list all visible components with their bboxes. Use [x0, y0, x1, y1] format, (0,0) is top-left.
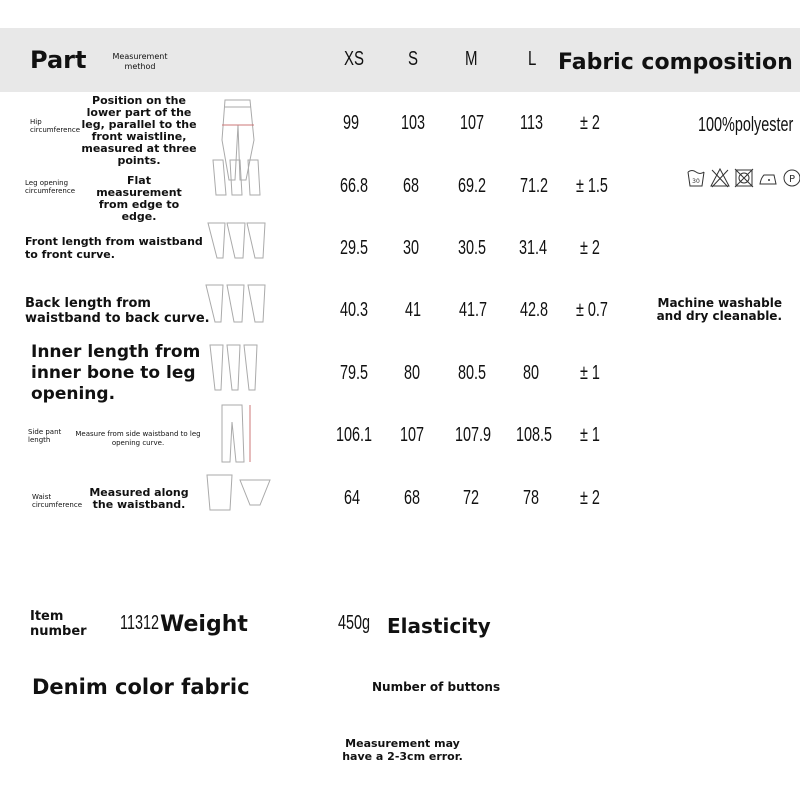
row-leg-xs: 66.8: [340, 175, 369, 197]
row-hip-name: Hip circumference: [30, 118, 81, 134]
row-leg-l: 71.2: [520, 175, 549, 197]
row-back-xs: 40.3: [340, 299, 369, 321]
row-hip-method: Position on the lower part of the leg, parallel to the front waistline, measured at three points.: [81, 94, 197, 167]
side-sketch-icon: [210, 402, 260, 467]
inner-sketch-icon: [205, 340, 265, 395]
care-note: Machine washable and dry cleanable.: [656, 296, 782, 323]
row-inner-m: 80.5: [458, 362, 487, 384]
row-front-s: 30: [403, 237, 420, 259]
row-waist-method: Measured along the waistband.: [89, 486, 189, 511]
row-inner-l: 80: [523, 362, 540, 384]
svg-text:P: P: [788, 174, 796, 185]
row-leg-name: Leg opening circumference: [25, 179, 76, 195]
buttons-label: Number of buttons: [372, 680, 501, 694]
row-front-name: Front length from waistband to front curve.: [25, 235, 203, 261]
measurement-note: Measurement may have a 2-3cm error.: [342, 737, 463, 763]
row-inner-s: 80: [404, 362, 421, 384]
row-leg-method: Flat measurement from edge to edge.: [96, 174, 182, 223]
weight-value: 450g: [338, 612, 371, 634]
wash-30-icon: [686, 166, 706, 190]
row-back-tol: ± 0.7: [576, 299, 608, 321]
row-side-tol: ± 1: [580, 424, 600, 446]
row-back-m: 41.7: [459, 299, 488, 321]
row-side-m: 107.9: [455, 424, 492, 446]
row-waist-xs: 64: [344, 487, 361, 509]
elasticity-label: Elasticity: [387, 614, 491, 638]
weight-label: Weight: [160, 612, 248, 637]
row-inner-tol: ± 1: [580, 362, 600, 384]
row-back-l: 42.8: [520, 299, 549, 321]
row-hip-l: 113: [520, 112, 543, 134]
row-waist-m: 72: [463, 487, 480, 509]
row-side-method: Measure from side waistband to leg opening curve.: [75, 430, 201, 447]
header-size-s: S: [408, 48, 419, 70]
iron-low-icon: [758, 166, 778, 190]
row-waist-s: 68: [404, 487, 421, 509]
waist-sketch-icon: [202, 470, 274, 515]
row-hip-s: 103: [401, 112, 426, 134]
leg-sketch-icon: [208, 155, 268, 200]
header-fabric: Fabric composition: [558, 50, 793, 75]
row-leg-m: 69.2: [458, 175, 487, 197]
header-size-xs: XS: [344, 48, 365, 70]
row-leg-tol: ± 1.5: [576, 175, 608, 197]
row-front-l: 31.4: [519, 237, 548, 259]
row-waist-name: Waist circumference: [32, 493, 83, 509]
row-hip-tol: ± 2: [580, 112, 600, 134]
back-sketch-icon: [203, 280, 271, 328]
row-hip-m: 107: [460, 112, 485, 134]
item-number-value: 11312: [120, 612, 159, 634]
row-waist-tol: ± 2: [580, 487, 600, 509]
row-side-xs: 106.1: [336, 424, 373, 446]
row-waist-l: 78: [523, 487, 540, 509]
row-front-tol: ± 2: [580, 237, 600, 259]
dry-clean-icon: [782, 166, 800, 190]
row-front-xs: 29.5: [340, 237, 369, 259]
row-front-m: 30.5: [458, 237, 487, 259]
care-icons: [686, 166, 800, 190]
row-inner-name: Inner length from inner bone to leg opening.: [31, 342, 201, 404]
row-back-name: Back length from waistband to back curve.: [25, 296, 210, 326]
fabric-composition: 100%polyester: [698, 114, 794, 136]
row-back-s: 41: [405, 299, 422, 321]
row-side-name: Side pant length: [28, 428, 62, 444]
svg-text:30: 30: [692, 178, 700, 185]
row-side-s: 107: [400, 424, 425, 446]
front-sketch-icon: [205, 218, 270, 263]
header-size-m: M: [465, 48, 478, 70]
no-bleach-icon: [710, 166, 730, 190]
row-leg-s: 68: [403, 175, 420, 197]
header-method: Measurement method: [112, 52, 168, 71]
row-hip-xs: 99: [343, 112, 360, 134]
header-part: Part: [30, 46, 87, 74]
denim-color-label: Denim color fabric: [32, 675, 250, 699]
header-size-l: L: [528, 48, 537, 70]
row-inner-xs: 79.5: [340, 362, 369, 384]
row-side-l: 108.5: [516, 424, 553, 446]
item-number-label: Item number: [30, 609, 87, 639]
no-tumble-dry-icon: [734, 166, 754, 190]
